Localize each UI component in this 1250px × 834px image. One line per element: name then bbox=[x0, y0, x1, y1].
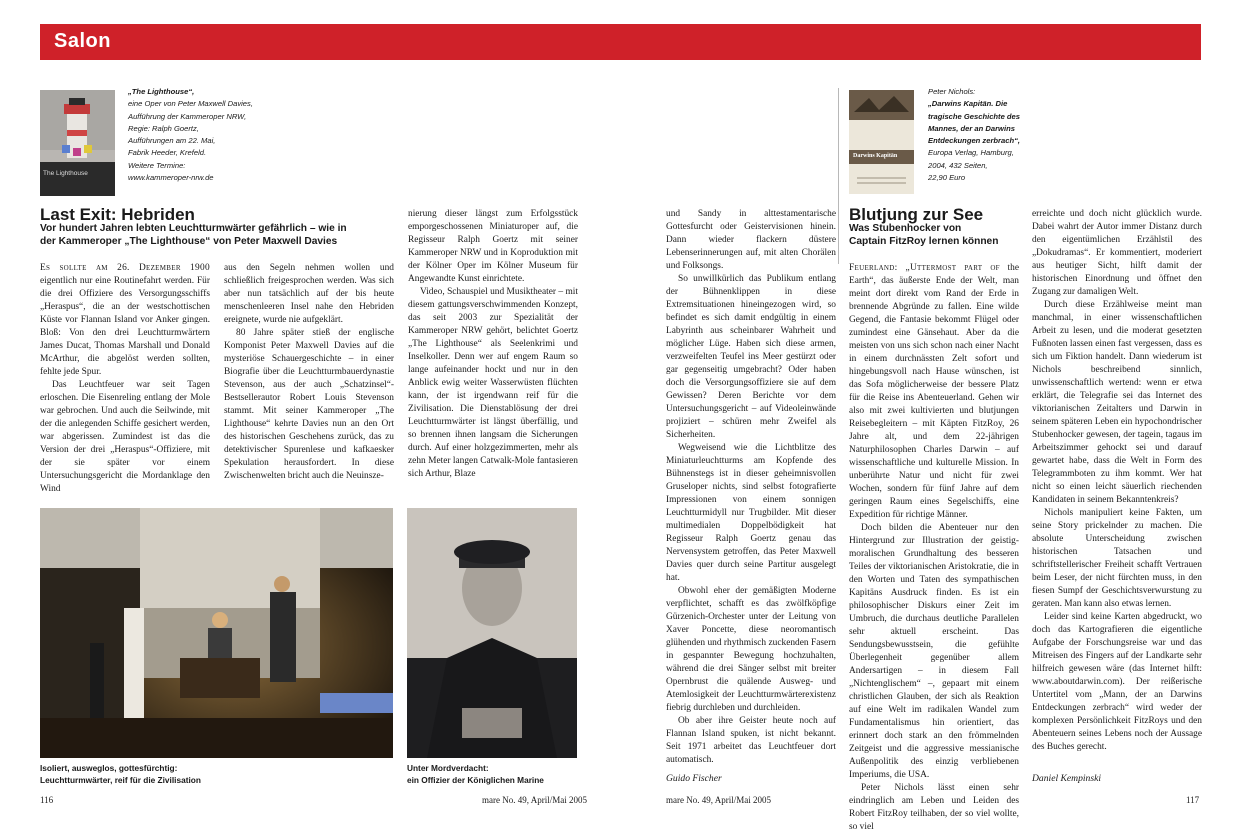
opera-info-line: Fabrik Heeder, Krefeld. bbox=[128, 148, 207, 158]
opera-info-line: Weitere Termine: bbox=[128, 160, 186, 170]
section-banner bbox=[40, 24, 1201, 60]
article1-paragraph: Das Leuchtfeuer war seit Tagen erloschen. Die Eisenreling entlang der Mole war gebrochen. Und auch die Seilwinde, mit der die anlegenden Schiffe gesichert werden, war abgerissen. Zumindest ist das die Version der drei „Heraspus“-Offiziere, mit der sie später vor einem Untersuchungsgericht die Mordanklage den Wind bbox=[40, 380, 210, 494]
poster-title: The Lighthouse bbox=[43, 170, 88, 177]
article2-deck-line: Was Stubenhocker von bbox=[849, 223, 962, 234]
caption-line: Isoliert, ausweglos, gottesfürchtig: bbox=[40, 763, 178, 773]
portrait-caption bbox=[407, 762, 582, 786]
article2-paragraph: Peter Nichols lässt einen sehr eindringlich am Leben und Leiden des Robert FitzRoy teilhaben, der so viel wollte, so viel bbox=[849, 783, 1019, 832]
opera-info-line: Aufführung der Kammeroper NRW, bbox=[128, 111, 247, 121]
section-title: Salon bbox=[54, 30, 111, 52]
article2-paragraph: the Earth“, das äußerste Ende der Welt, man meint dort direkt vom Rand der Erde in brennende Abgründe zu fallen. Eine wilde Gegend, die Fantasie bekommt Flügel oder zumindest eine Gänsehaut. Aber da die meisten von uns sich schon nach einer Nacht in einem durchnässten Zelt sofort und hingebungsvoll nach Hause wünschen, ist das Sofa möglicherweise der bessere Platz für die Reise ins Abenteuerland. Gehen wir also mit zwei kultivierten und blutjungen Reisebegleitern – mit Käpten FitzRoy, 26 Jahre alt, und dem 22-jährigen Naturphilosophen Charles Darwin – auf wissenschaftliche und kulturelle Mission. In unberührte Natur und nicht für zwei Wochen, sondern für fünf Jahre auf dem geringen Raum eines Segelschiffs, eine Expedition für richtige Männer. bbox=[849, 263, 1020, 520]
article1-column-4 bbox=[666, 208, 836, 767]
article1-paragraph: nierung dieser längst zum Erfolgsstück emporgeschossenen Miniaturoper auf, die Regisseur Ralph Goertz mit seiner Kammeroper NRW und in Koproduktion mit der Kölner Oper im Kölner Museum für Angewandte Kunst einrichtete. bbox=[408, 209, 578, 284]
article1-paragraph: eigentlich nur eine Routinefahrt werden. Für die drei Offiziere des Versorgungsschiffs „Heraspus“, die an der westschottischen Küste vor Flannan Island vor Anker gingen. Bloß: Von den drei Leuchtturmwärtern James Ducat, Thomas Marshall und Donald McArthur, die abgelöst werden sollten, fehlte jede Spur. bbox=[40, 276, 210, 377]
article2-headline: Blutjung zur See bbox=[849, 205, 984, 224]
stage-photo bbox=[40, 508, 393, 758]
article2-author: Daniel Kempinski bbox=[1032, 773, 1102, 784]
article2-lead: Feuerland: „Uttermost part of bbox=[849, 263, 1000, 273]
article1-paragraph: Wegweisend wie die Lichtblitze des Miniaturleuchtturms am Kopfende des Bühnenstegs ist in dieser geheimnisvollen Gruseloper nichts, sind selbst fotografierte Impressionen von einem sonnigen Leuchtturmidyll nur Trugbilder. Mit dieser multimedialen Doppelbödigkeit hat Regisseur Ralph Goertz genau das Nervensystem getroffen, das Peter Maxwell Davies quer durch seine Partitur ausgelegt hat. bbox=[666, 443, 836, 583]
article1-deck-line: Vor hundert Jahren lebten Leuchtturmwärter gefährlich – wie in bbox=[40, 223, 347, 234]
opera-info-line: Aufführungen am 22. Mai, bbox=[128, 136, 216, 146]
book-cover-image bbox=[849, 90, 914, 194]
article1-paragraph: und Sandy in alttestamentarische Gottesfurcht oder Geistervisionen hinein. Dann wieder flackern düstere Lebenserinnerungen auf, mit alten Chorälen und Folksongs. bbox=[666, 209, 836, 271]
opera-info-line: www.kammeroper-nrw.de bbox=[128, 173, 214, 183]
opera-info-line: Regie: Ralph Goertz, bbox=[128, 123, 199, 133]
article2-paragraph: erreichte und doch nicht glücklich wurde. Dabei wahrt der Autor immer Distanz durch den eigentümlichen Erzählstil des „Dokudramas“. Er kommentiert, moderiert aus heutiger Sicht, hilft damit der historischen Einordnung und öffnet den Zugang zur damaligen Welt. bbox=[1032, 209, 1202, 297]
article2-paragraph: Leider sind keine Karten abgedruckt, wo doch das Kartografieren die eigentliche Aufgabe der Forschungsreise war und das Mitreisen des Fingers auf der Landkarte sehr hilfreich gewesen wäre (das Internet hilft: www.aboutdarwin.com). Der reißerische Untertitel vom „Mann, der an Darwins Entdeckungen zerbrach“ wird weder der komplexen Persönlichkeit FitzRoys und den Abenteuern seines Lebens noch der Aussage des Buches gerecht. bbox=[1032, 612, 1202, 752]
officer-portrait-photo bbox=[407, 508, 577, 758]
article2-deck bbox=[849, 222, 1019, 248]
book-info-line: Europa Verlag, Hamburg, bbox=[928, 148, 1014, 158]
article1-lead: Es sollte am 26. Dezember 1900 bbox=[40, 263, 210, 273]
opera-info-line: eine Oper von Peter Maxwell Davies, bbox=[128, 99, 253, 109]
article1-column-3 bbox=[408, 208, 578, 481]
article1-column-1 bbox=[40, 262, 210, 496]
book-info-line: 2004, 432 Seiten, bbox=[928, 160, 988, 170]
page-number-left: 116 bbox=[40, 795, 54, 805]
book-info bbox=[928, 86, 1023, 184]
opera-poster-image bbox=[40, 90, 115, 196]
article1-paragraph: aus den Segeln nehmen wollen und schließlich freigesprochen werden. Was sich aber nun tatsächlich auf der bis heute menschenleeren Insel nahe den Hebriden ereignete, wurde nie aufgeklärt. bbox=[224, 263, 394, 325]
article2-column-2 bbox=[1032, 208, 1202, 754]
article1-column-2 bbox=[224, 262, 394, 483]
page-number-right: 117 bbox=[1186, 795, 1200, 805]
article2-deck-line: Captain FitzRoy lernen können bbox=[849, 236, 999, 247]
article1-paragraph: 80 Jahre später stieß der englische Komponist Peter Maxwell Davies auf die mysteriöse Schauergeschichte – in einer Biografie über die Leuchtturmbauerdynastie Stevenson, aus der auch „Schatzinsel“-Bestsellerautor Robert Louis Stevenson stammt. Mit seiner Kammeroper „The Lighthouse“ kehrte Davies nun an den Ort des historischen Geschehens zurück, das zu detektivischer Spurenlese und kafkaesker Spekulation herausfordert. In diese Zwischenwelten bricht auch die Neuinsze- bbox=[224, 328, 394, 481]
article2-paragraph: Durch diese Erzählweise meint man manchmal, in einer wissenschaftlichen Arbeit zu lesen, und die moderat gesetzten Fußnoten lassen einen fast vergessen, dass es sich um Fiktion handelt. Dann wiederum ist Nichols beschreibend sinnlich, unwissenschaftlich wertend: wenn er etwa erklärt, die Telegrafie sei das Internet des viktorianischen Zeitalters und Darwin in seinem späteren Leben ein hypochondrischer Stubenhocker gewesen, der tagein, tagaus im Arbeitszimmer gehockt sei und darauf gewartet habe, dass die Welt in Form des Telegrammboten zu ihm kommt. Wer hat nicht so einen leicht säuerlich riechenden Kandidaten in seinem Bekanntenkreis? bbox=[1032, 300, 1202, 505]
article1-headline: Last Exit: Hebriden bbox=[40, 205, 195, 224]
opera-info-title: „The Lighthouse“, bbox=[128, 87, 195, 96]
article2-paragraph: Nichols manipuliert keine Fakten, um seine Story prickelnder zu machen. Die absolute Unterscheidung zwischen historischen Tatsachen und schriftstellerischer Freiheit schafft Vertrauen beim Leser, der nicht fürchten muss, in den fiesen Sumpf der Geschichtsverwurstung zu geraten. Man kann also etwas lernen. bbox=[1032, 508, 1202, 609]
book-info-author: Peter Nichols: bbox=[928, 87, 976, 96]
issue-line-right: mare No. 49, April/Mai 2005 bbox=[666, 795, 771, 805]
article1-paragraph: So unwillkürlich das Publikum entlang der Bühnenklippen in diese Extremsituationen hineingezogen wird, so befindet es sich damit endgültig in einem Labyrinth aus scheinbarer Wahrheit und möglicher Lüge. Haben sich diese armen, verzweifelten Teufel ins Meer gestürzt oder gar gegenseitig umgebracht? Oder haben doch die Versorgungsoffiziere sie auf dem Gewissen? Deren Berichte vor dem Untersuchungsgericht – auf Videoleinwände projiziert – schüren mehr Zweifel als Sicherheiten. bbox=[666, 274, 836, 440]
column-rule bbox=[838, 88, 839, 264]
caption-line: ein Offizier der Königlichen Marine bbox=[407, 775, 544, 785]
article1-paragraph: Ob aber ihre Geister heute noch auf Flannan Island spuken, ist nicht bekannt. Seit 1971 arbeitet das Leuchtfeuer dort automatisch. bbox=[666, 716, 836, 765]
book-info-title: „Darwins Kapitän. Die tragische Geschichte des Mannes, der an Darwins Entdeckungen zerbrach“, bbox=[928, 99, 1021, 146]
article1-deck bbox=[40, 222, 400, 248]
issue-line-left: mare No. 49, April/Mai 2005 bbox=[482, 795, 587, 805]
stage-photo-caption bbox=[40, 762, 340, 786]
article1-deck-line: der Kammeroper „The Lighthouse“ von Peter Maxwell Davies bbox=[40, 236, 338, 247]
caption-line: Leuchtturmwärter, reif für die Zivilisation bbox=[40, 775, 201, 785]
article2-paragraph: Doch bilden die Abenteuer nur den Hintergrund zur Illustration der geistig-moralischen Grundhaltung des besseren Teiles der viktorianischen Aristokratie, die in den Worten und Taten des sympathischen Kapitäns Ausdruck finden. Es ist ein philosophischer Diskurs einer Zeit im Umbruch, die durchaus deutliche Parallelen sehr aktuell erscheint. Das Sendungsbewusstsein, die gefühlte Überlegenheit gegenüber allem Andersartigen – in diesem Fall „Nichtenglischem“ –, gepaart mit einem christlichen Glauben, der sich als Reaktion auf eine Welt im radikalen Wandel zum Fundamentalismus hin orientiert, das erinnert doch stark an den frömmelnden Zeitgeist und die aggressive messianische Außenpolitik des einzig verbliebenen Imperiums, die USA. bbox=[849, 523, 1019, 780]
article1-author: Guido Fischer bbox=[666, 773, 722, 784]
caption-line: Unter Mordverdacht: bbox=[407, 763, 489, 773]
article1-paragraph: Obwohl eher der gemäßigten Moderne verpflichtet, schafft es das zwölfköpfige Gürzenich-Orchester unter der Leitung von Xaver Poncette, diese neoromantisch glühenden und rhythmisch zuckenden Fasern in gespannter Bewegung hochzuhalten, während die drei Sänger selbst mit breiter Opernbrust die quälende Ausweg- und Atemlosigkeit der Leuchtturmwärterexistenz fiebrig durchleben und durchleiden. bbox=[666, 586, 836, 713]
book-cover-title: Darwins Kapitän bbox=[853, 153, 898, 159]
article1-paragraph: Video, Schauspiel und Musiktheater – mit diesem gattungsverschwimmenden Konzept, das seit 2003 zur Spezialität der Kammeroper NRW gehört, belichtet Goertz „The Lighthouse“ als Seelenkrimi und Inselkoller. Denn wer auf engem Raum so lange aufeinander hockt und nur in den Anblick ewig weiter Wasserwüsten flüchten kann, der ist irgendwann reif für die Zivilisation. Die Dienstablösung der drei Leuchtturmwärter ist längst überfällig, und so brennen ihnen langsam die Sicherungen durch. Auf einer holzgezimmerten, mehr als zehn Meter langen Catwalk-Mole fantasieren sich Arthur, Blaze bbox=[408, 287, 578, 479]
opera-info bbox=[128, 86, 258, 184]
book-info-line: 22,90 Euro bbox=[928, 173, 966, 183]
article2-column-1 bbox=[849, 262, 1019, 834]
